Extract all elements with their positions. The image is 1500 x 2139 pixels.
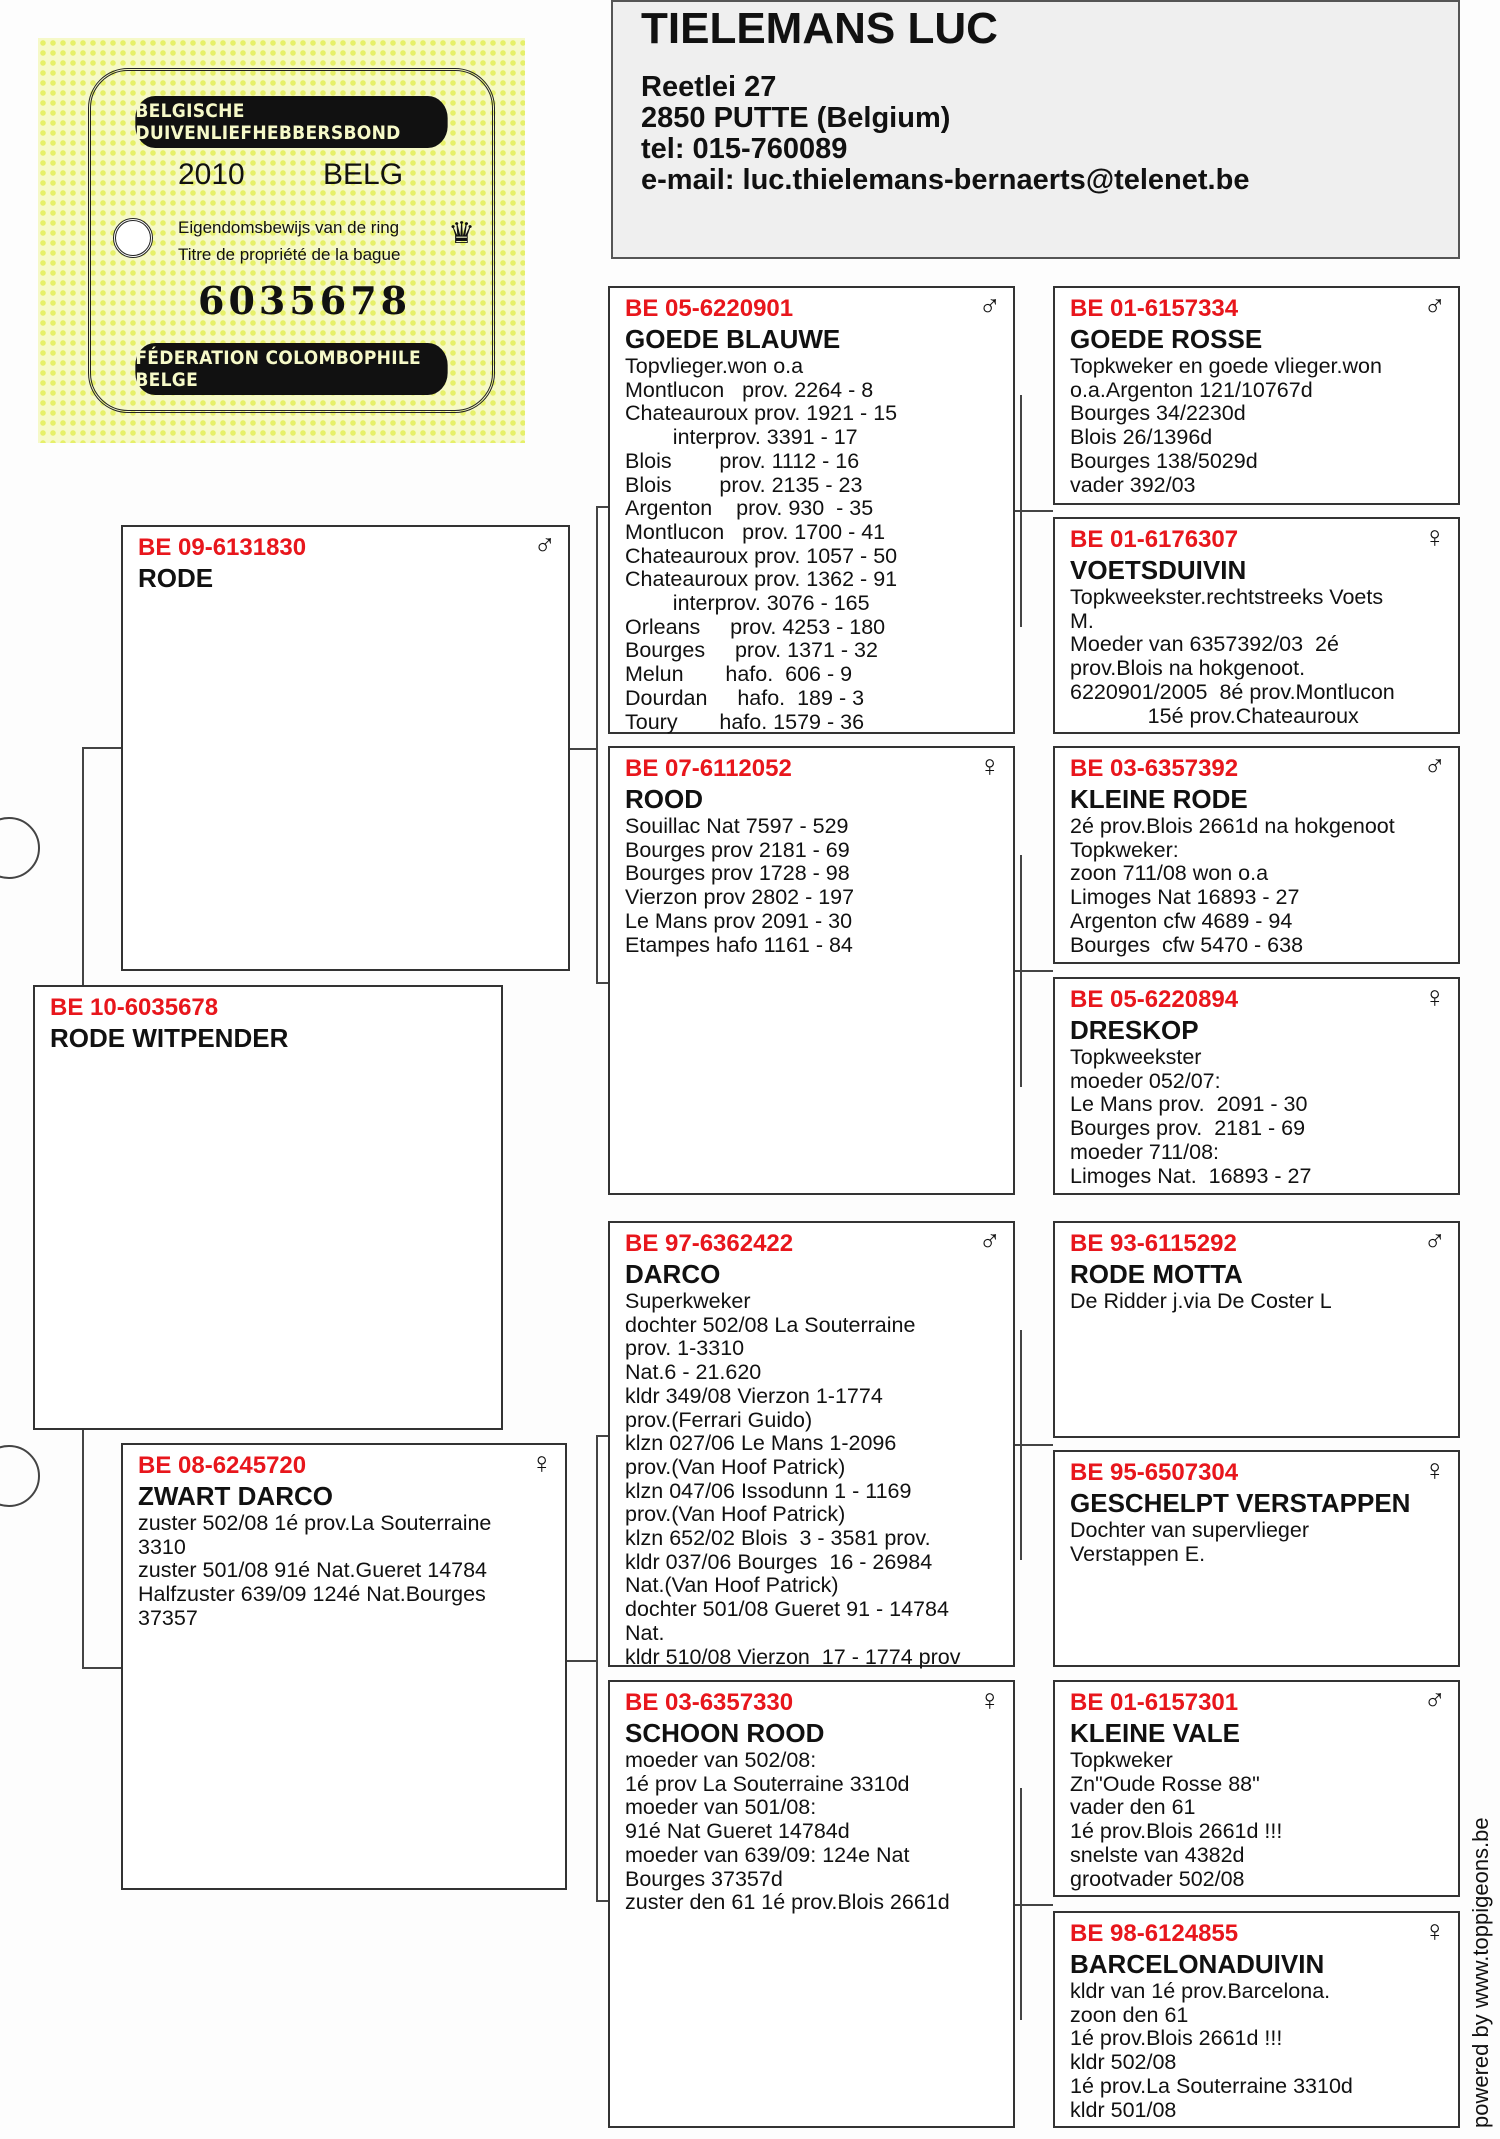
male-icon: ♂ xyxy=(1423,750,1446,783)
pigeon-name: VOETSDUIVIN xyxy=(1070,555,1247,585)
pigeon-note: interprov. 3391 - 17 xyxy=(625,425,858,450)
owner-tel: tel: 015-760089 xyxy=(641,133,848,165)
pigeon-note: Topkweekster.rechtstreeks Voets xyxy=(1070,585,1384,609)
connector-line xyxy=(82,1667,122,1669)
punch-hole xyxy=(0,817,40,879)
pigeon-note: Bourges 37357d xyxy=(625,1866,783,1891)
certificate-label-nl: Eigendomsbewijs van de ring xyxy=(178,218,400,237)
ring-number: BE 93-6115292 xyxy=(1070,1230,1237,1257)
pigeon-note: kldr 037/06 Bourges 16 - 26984 xyxy=(625,1549,933,1574)
ring-number: BE 95-6507304 xyxy=(1070,1459,1239,1486)
pigeon-note: klzn 027/06 Le Mans 1-2096 xyxy=(625,1431,897,1456)
pigeon-note: klzn 652/02 Blois 3 - 3581 prov. xyxy=(625,1526,931,1551)
ring-number: BE 08-6245720 xyxy=(138,1452,307,1479)
owner-name: TIELEMANS LUC xyxy=(641,4,998,53)
pigeon-card xyxy=(1053,746,1460,964)
pigeon-note: vader den 61 xyxy=(1070,1795,1196,1820)
ring-number: BE 10-6035678 xyxy=(50,994,219,1021)
connector-line xyxy=(596,1435,598,1901)
connector-line xyxy=(596,506,608,508)
punch-hole xyxy=(0,1445,40,1507)
ring-certificate xyxy=(38,38,525,443)
pigeon-name: BARCELONADUIVIN xyxy=(1070,1949,1325,1979)
female-icon: ♀ xyxy=(1423,1454,1446,1487)
powered-by: powered by www.toppigeons.be xyxy=(1468,1817,1493,2128)
pigeon-note: Orleans prov. 4253 - 180 xyxy=(625,614,886,639)
pigeon-note: prov.Blois na hokgenoot. xyxy=(1070,656,1306,681)
pigeon-note: kldr 510/08 Vierzon 17 - 1774 prov xyxy=(625,1644,961,1669)
pigeon-note: Blois prov. 1112 - 16 xyxy=(625,448,860,473)
pigeon-note: moeder van 502/08: xyxy=(625,1748,817,1772)
certificate-title-top: BELGISCHE DUIVENLIEFHEBBERSBOND xyxy=(135,96,447,148)
pigeon-note: moeder 052/07: xyxy=(1070,1068,1221,1093)
pigeon-note: kldr van 1é prov.Barcelona. xyxy=(1070,1979,1331,2003)
pigeon-note: Chateauroux prov. 1362 - 91 xyxy=(625,567,898,592)
pigeon-card xyxy=(121,1443,567,1890)
pigeon-note: Nat. xyxy=(625,1620,665,1645)
pigeon-card xyxy=(1053,286,1460,505)
pigeon-card xyxy=(608,1221,1015,1667)
pigeon-note: Bourges cfw 5470 - 638 xyxy=(1070,932,1304,957)
pigeon-note: Limoges Nat 16893 - 27 xyxy=(1070,885,1300,910)
pigeon-note: 2é prov.Blois 2661d na hokgenoot xyxy=(1070,814,1395,838)
pigeon-note: Chateauroux prov. 1057 - 50 xyxy=(625,543,898,568)
pigeon-note: Nat.(Van Hoof Patrick) xyxy=(625,1573,839,1598)
pigeon-note: Verstappen E. xyxy=(1070,1541,1206,1566)
pigeon-name: ZWART DARCO xyxy=(138,1481,333,1511)
female-icon: ♀ xyxy=(978,750,1001,783)
ring-number: BE 05-6220894 xyxy=(1070,986,1239,1013)
pigeon-note: 1é prov.Blois 2661d !!! xyxy=(1070,2026,1283,2051)
pigeon-note: zuster 502/08 1é prov.La Souterraine xyxy=(138,1511,492,1535)
ring-number: BE 03-6357330 xyxy=(625,1689,794,1716)
pigeon-card xyxy=(608,1680,1015,2128)
ring-number: BE 01-6176307 xyxy=(1070,526,1239,553)
connector-line xyxy=(82,747,122,749)
pigeon-note: Bourges 34/2230d xyxy=(1070,401,1246,426)
pigeon-note: 37357 xyxy=(138,1605,198,1630)
certificate-title-bottom: FÉDERATION COLOMBOPHILE BELGE xyxy=(135,343,447,395)
pigeon-note: Bourges prov 2181 - 69 xyxy=(625,837,850,862)
pigeon-note: kldr 501/08 xyxy=(1070,2097,1177,2122)
pigeon-note: Moeder van 6357392/03 2é xyxy=(1070,632,1339,657)
owner-email: e-mail: luc.thielemans-bernaerts@telenet.be xyxy=(641,164,1250,196)
pigeon-card xyxy=(608,746,1015,1195)
pigeon-note: Bourges prov 1728 - 98 xyxy=(625,861,850,886)
pigeon-note: zoon 711/08 won o.a xyxy=(1070,861,1269,886)
pigeon-note: Montlucon prov. 1700 - 41 xyxy=(625,519,886,544)
pigeon-note: Dourdan hafo. 189 - 3 xyxy=(625,685,865,710)
pigeon-note: Topkweker xyxy=(1070,1748,1173,1772)
pigeon-note: dochter 502/08 La Souterraine xyxy=(625,1312,916,1337)
pigeon-card xyxy=(1053,1911,1460,2128)
pigeon-name: GESCHELPT VERSTAPPEN xyxy=(1070,1488,1411,1518)
pigeon-name: KLEINE RODE xyxy=(1070,784,1248,814)
pigeon-card xyxy=(33,985,503,1430)
pigeon-note: interprov. 3076 - 165 xyxy=(625,591,870,616)
pigeon-note: grootvader 502/08 xyxy=(1070,1866,1245,1891)
pigeon-note: Topvlieger.won o.a xyxy=(625,354,804,378)
ring-number: BE 98-6124855 xyxy=(1070,1920,1239,1947)
pigeon-card xyxy=(1053,1680,1460,1897)
pigeon-note: Melun hafo. 606 - 9 xyxy=(625,662,853,687)
crown-icon: ♛ xyxy=(448,217,475,250)
connector-line xyxy=(570,748,596,750)
pigeon-note: klzn 047/06 Issodunn 1 - 1169 xyxy=(625,1478,912,1503)
connector-line xyxy=(1015,970,1053,972)
pigeon-note: 1é prov.La Souterraine 3310d xyxy=(1070,2073,1353,2098)
pigeon-note: Bourges prov. 2181 - 69 xyxy=(1070,1116,1306,1141)
female-icon: ♀ xyxy=(1423,521,1446,554)
pigeon-note: Topkweker: xyxy=(1070,837,1179,862)
pigeon-name: GOEDE ROSSE xyxy=(1070,324,1263,354)
pigeon-note: Blois prov. 2135 - 23 xyxy=(625,472,863,497)
pigeon-name: RODE WITPENDER xyxy=(50,1023,289,1053)
certificate-labels xyxy=(178,214,400,268)
pigeon-name: RODE xyxy=(138,563,214,593)
pigeon-note: Bourges prov. 1371 - 32 xyxy=(625,638,878,663)
ring-number: BE 97-6362422 xyxy=(625,1230,794,1257)
pigeon-name: ROOD xyxy=(625,784,703,814)
pigeon-note: Souillac Nat 7597 - 529 xyxy=(625,814,849,838)
certificate-label-fr: Titre de propriété de la bague xyxy=(178,245,401,264)
owner-header xyxy=(611,0,1460,259)
pigeon-note: 6220901/2005 8é prov.Montlucon xyxy=(1070,679,1395,704)
connector-line xyxy=(596,1900,608,1902)
pigeon-note: prov.(Ferrari Guido) xyxy=(625,1407,813,1432)
connector-line xyxy=(567,1660,596,1662)
pigeon-note: Blois 26/1396d xyxy=(1070,425,1213,450)
pigeon-card xyxy=(1053,517,1460,734)
certificate-year: 2010 xyxy=(178,158,245,191)
pigeon-name: SCHOON ROOD xyxy=(625,1718,825,1748)
female-icon: ♀ xyxy=(1423,981,1446,1014)
ring-number: BE 05-6220901 xyxy=(625,295,794,322)
pigeon-note: vader 392/03 xyxy=(1070,472,1196,497)
pigeon-note: 1é prov.Blois 2661d !!! xyxy=(1070,1819,1283,1844)
pigeon-note: moeder 711/08: xyxy=(1070,1139,1220,1164)
owner-street: Reetlei 27 xyxy=(641,71,777,103)
pigeon-note: zuster 501/08 91é Nat.Gueret 14784 xyxy=(138,1558,488,1583)
male-icon: ♂ xyxy=(1423,290,1446,323)
pigeon-note: De Ridder j.via De Coster L xyxy=(1070,1289,1332,1313)
pigeon-note: Limoges Nat. 16893 - 27 xyxy=(1070,1163,1312,1188)
pigeon-note: prov.(Van Hoof Patrick) xyxy=(625,1454,846,1479)
pigeon-note: Chateauroux prov. 1921 - 15 xyxy=(625,401,898,426)
connector-line xyxy=(596,982,608,984)
pigeon-note: Dochter van supervlieger xyxy=(1070,1518,1310,1542)
pigeon-note: kldr 349/08 Vierzon 1-1774 xyxy=(625,1383,883,1408)
pigeon-note: Le Mans prov 2091 - 30 xyxy=(625,908,853,933)
ring-number: BE 01-6157334 xyxy=(1070,295,1239,322)
pigeon-note: snelste van 4382d xyxy=(1070,1842,1245,1867)
pigeon-card xyxy=(121,525,570,971)
pigeon-note: Bourges 138/5029d xyxy=(1070,448,1258,473)
pigeon-note: Montlucon prov. 2264 - 8 xyxy=(625,377,874,402)
male-icon: ♂ xyxy=(533,529,556,562)
pigeon-note: zoon den 61 xyxy=(1070,2002,1189,2027)
ring-number: BE 01-6157301 xyxy=(1070,1689,1239,1716)
pigeon-note: Nat.6 - 21.620 xyxy=(625,1360,762,1385)
pigeon-note: Toury hafo. 1579 - 36 xyxy=(625,709,865,734)
pigeon-note: 91é Nat Gueret 14784d xyxy=(625,1819,850,1844)
connector-line xyxy=(1015,510,1053,512)
female-icon: ♀ xyxy=(1423,1915,1446,1948)
pigeon-note: 1é prov La Souterraine 3310d xyxy=(625,1771,910,1796)
pigeon-note: o.a.Argenton 121/10767d xyxy=(1070,377,1313,402)
pigeon-card xyxy=(1053,1221,1460,1438)
pigeon-note: M. xyxy=(1070,608,1094,633)
pigeon-note: 3310 xyxy=(138,1534,186,1559)
pigeon-note: Vierzon prov 2802 - 197 xyxy=(625,885,855,910)
pigeon-note: 15é prov.Chateauroux xyxy=(1070,703,1359,728)
ring-number: BE 03-6357392 xyxy=(1070,755,1239,782)
connector-line xyxy=(596,1435,608,1437)
pigeon-note: Le Mans prov. 2091 - 30 xyxy=(1070,1092,1308,1117)
punch-hole-icon xyxy=(113,218,153,258)
female-icon: ♀ xyxy=(530,1447,553,1480)
male-icon: ♂ xyxy=(978,290,1001,323)
pigeon-note: dochter 501/08 Gueret 91 - 14784 xyxy=(625,1597,949,1622)
pigeon-note: Etampes hafo 1161 - 84 xyxy=(625,932,853,957)
connector-line xyxy=(596,506,598,982)
pigeon-note: Superkweker xyxy=(625,1289,751,1313)
pigeon-note: Topkweekster xyxy=(1070,1045,1202,1069)
pigeon-note: moeder van 501/08: xyxy=(625,1795,817,1820)
pigeon-note: Topkweker en goede vlieger.won xyxy=(1070,354,1382,378)
pigeon-note: Zn"Oude Rosse 88" xyxy=(1070,1771,1260,1796)
pigeon-note: prov. 1-3310 xyxy=(625,1336,745,1361)
pigeon-name: RODE MOTTA xyxy=(1070,1259,1243,1289)
pigeon-name: KLEINE VALE xyxy=(1070,1718,1240,1748)
pigeon-name: GOEDE BLAUWE xyxy=(625,324,841,354)
pigeon-card xyxy=(608,286,1015,734)
certificate-country: BELG xyxy=(323,158,404,191)
pigeon-note: Argenton prov. 930 - 35 xyxy=(625,496,874,521)
pigeon-note: Argenton cfw 4689 - 94 xyxy=(1070,908,1293,933)
connector-line xyxy=(1015,1444,1053,1446)
pigeon-card xyxy=(1053,977,1460,1195)
pigeon-note: prov.(Van Hoof Patrick) xyxy=(625,1502,846,1527)
female-icon: ♀ xyxy=(978,1684,1001,1717)
ring-number: BE 07-6112052 xyxy=(625,755,792,782)
pigeon-name: DARCO xyxy=(625,1259,721,1289)
certificate-ring-number: 6035678 xyxy=(198,278,412,323)
pigeon-note: kldr 502/08 xyxy=(1070,2050,1177,2075)
ring-number: BE 09-6131830 xyxy=(138,534,307,561)
connector-line xyxy=(1015,1904,1053,1906)
pigeon-note: moeder van 639/09: 124e Nat xyxy=(625,1842,910,1867)
male-icon: ♂ xyxy=(1423,1684,1446,1717)
pigeon-note: zuster den 61 1é prov.Blois 2661d xyxy=(625,1890,950,1915)
male-icon: ♂ xyxy=(978,1225,1001,1258)
pigeon-name: DRESKOP xyxy=(1070,1015,1199,1045)
male-icon: ♂ xyxy=(1423,1225,1446,1258)
pigeon-note: Halfzuster 639/09 124é Nat.Bourges xyxy=(138,1582,486,1607)
owner-city: 2850 PUTTE (Belgium) xyxy=(641,102,951,134)
pigeon-card xyxy=(1053,1450,1460,1667)
